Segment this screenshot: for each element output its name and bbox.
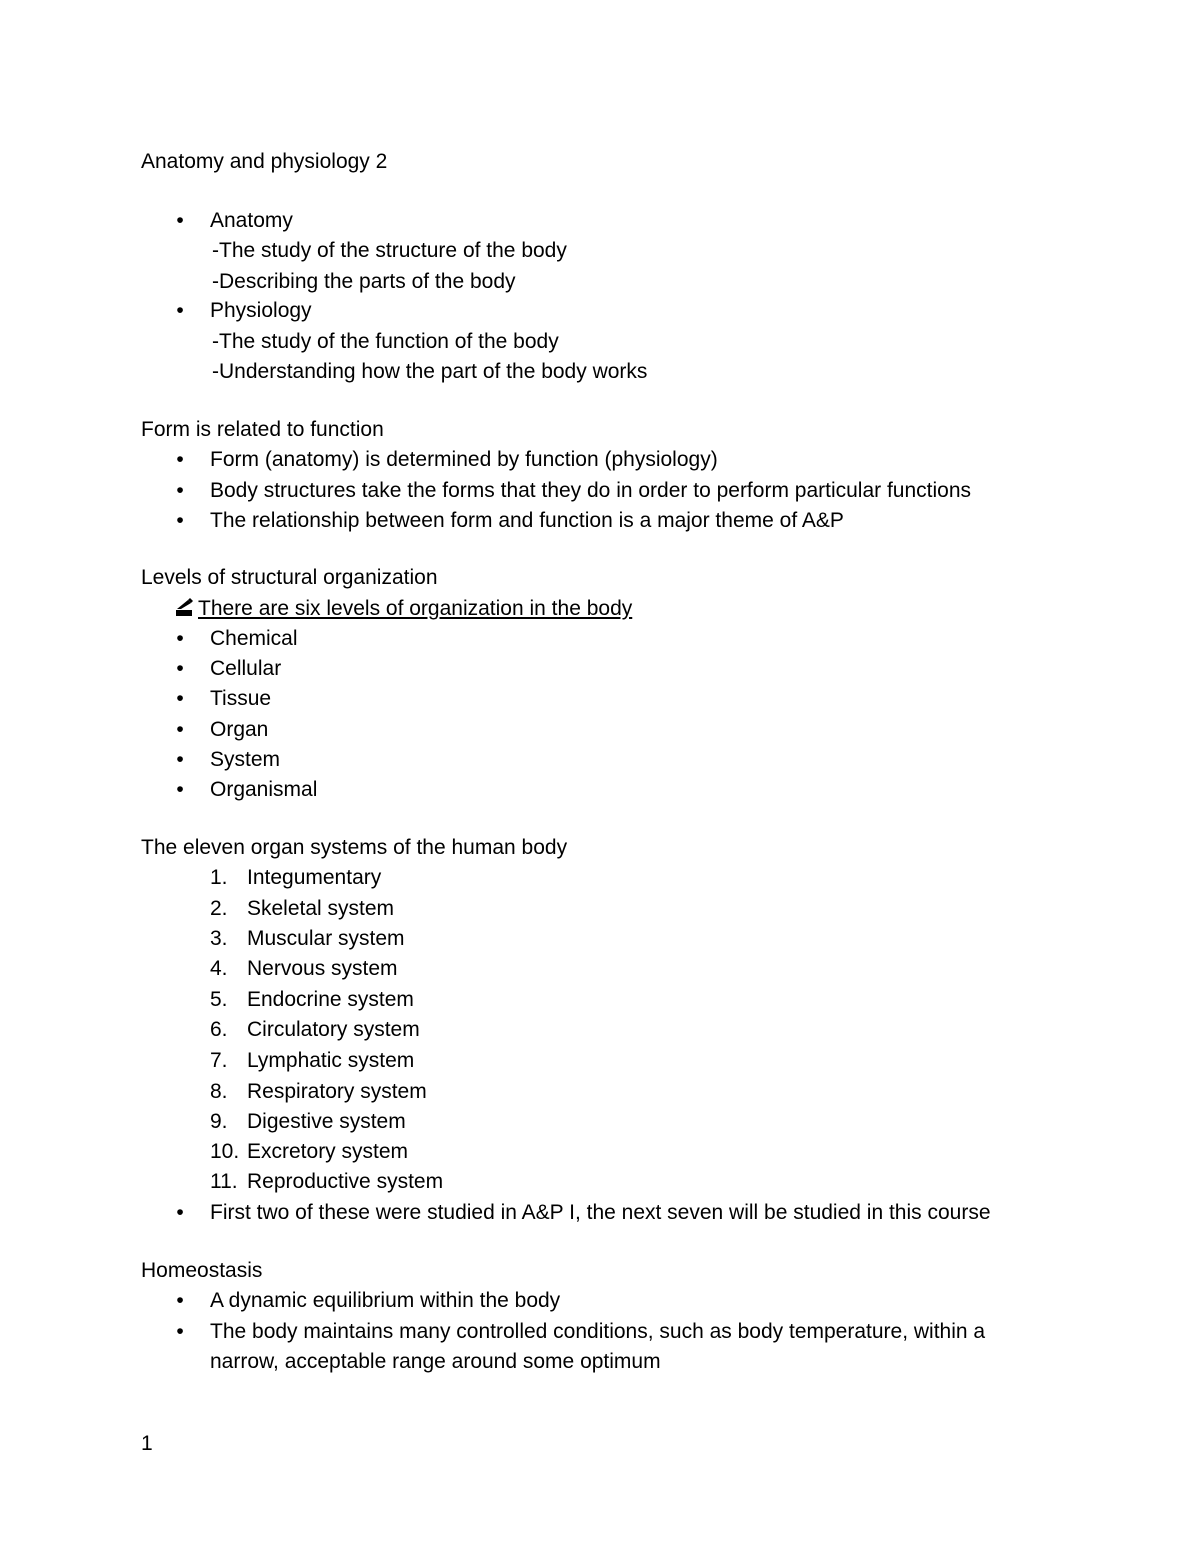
list-item: Body structures take the forms that they do in order to perform particular functions [210, 479, 972, 502]
bullet-marker: • [176, 778, 184, 801]
list-item: Integumentary [247, 866, 382, 889]
list-item: Lymphatic system [247, 1049, 415, 1072]
anatomy-definition: -The study of the structure of the body [212, 239, 567, 262]
list-number: 11. [210, 1170, 238, 1193]
list-number: 6. [210, 1018, 228, 1041]
physiology-definition: -The study of the function of the body [212, 330, 559, 353]
physiology-description: -Understanding how the part of the body works [212, 360, 648, 383]
list-item: Chemical [210, 627, 298, 650]
list-number: 2. [210, 897, 228, 920]
bullet-marker: • [176, 627, 184, 650]
bullet-marker: • [176, 1320, 184, 1343]
list-item-continuation: narrow, acceptable range around some optimum [210, 1350, 661, 1373]
list-item: Organ [210, 718, 269, 741]
organ-systems-note: First two of these were studied in A&P I, the next seven will be studied in this course [210, 1201, 991, 1224]
list-item: Organismal [210, 778, 318, 801]
list-number: 8. [210, 1080, 228, 1103]
document-title: Anatomy and physiology 2 [141, 150, 388, 173]
list-item: Skeletal system [247, 897, 395, 920]
section-heading-levels: Levels of structural organization [141, 566, 438, 589]
list-item: Excretory system [247, 1140, 409, 1163]
section-heading-organ-systems: The eleven organ systems of the human body [141, 836, 568, 859]
list-item: A dynamic equilibrium within the body [210, 1289, 561, 1312]
list-item: Digestive system [247, 1110, 406, 1133]
bullet-marker: • [176, 1289, 184, 1312]
bullet-marker: • [176, 299, 184, 322]
section-heading-form-function: Form is related to function [141, 418, 384, 441]
list-item: Circulatory system [247, 1018, 420, 1041]
term-physiology: Physiology [210, 299, 312, 322]
list-item: Reproductive system [247, 1170, 444, 1193]
list-item: Form (anatomy) is determined by function (physiology) [210, 448, 718, 471]
list-item: Nervous system [247, 957, 398, 980]
list-item: Endocrine system [247, 988, 414, 1011]
bullet-marker: • [176, 1201, 184, 1224]
list-item: Cellular [210, 657, 282, 680]
list-number: 4. [210, 957, 228, 980]
list-number: 5. [210, 988, 228, 1011]
pencil-note-icon [173, 597, 195, 619]
bullet-marker: • [176, 209, 184, 232]
list-number: 1. [210, 866, 228, 889]
section-heading-homeostasis: Homeostasis [141, 1259, 263, 1282]
list-item: Tissue [210, 687, 272, 710]
list-number: 3. [210, 927, 228, 950]
bullet-marker: • [176, 479, 184, 502]
term-anatomy: Anatomy [210, 209, 293, 232]
levels-note: There are six levels of organization in the body [198, 597, 633, 620]
list-item: Respiratory system [247, 1080, 427, 1103]
bullet-marker: • [176, 448, 184, 471]
list-item: The relationship between form and function is a major theme of A&P [210, 509, 844, 532]
list-item: Muscular system [247, 927, 405, 950]
list-number: 7. [210, 1049, 228, 1072]
bullet-marker: • [176, 718, 184, 741]
page-number: 1 [141, 1432, 153, 1455]
bullet-marker: • [176, 748, 184, 771]
list-number: 10. [210, 1140, 240, 1163]
bullet-marker: • [176, 509, 184, 532]
bullet-marker: • [176, 657, 184, 680]
bullet-marker: • [176, 687, 184, 710]
list-number: 9. [210, 1110, 228, 1133]
list-item: System [210, 748, 281, 771]
anatomy-description: -Describing the parts of the body [212, 270, 516, 293]
list-item: The body maintains many controlled conditions, such as body temperature, within a [210, 1320, 986, 1343]
